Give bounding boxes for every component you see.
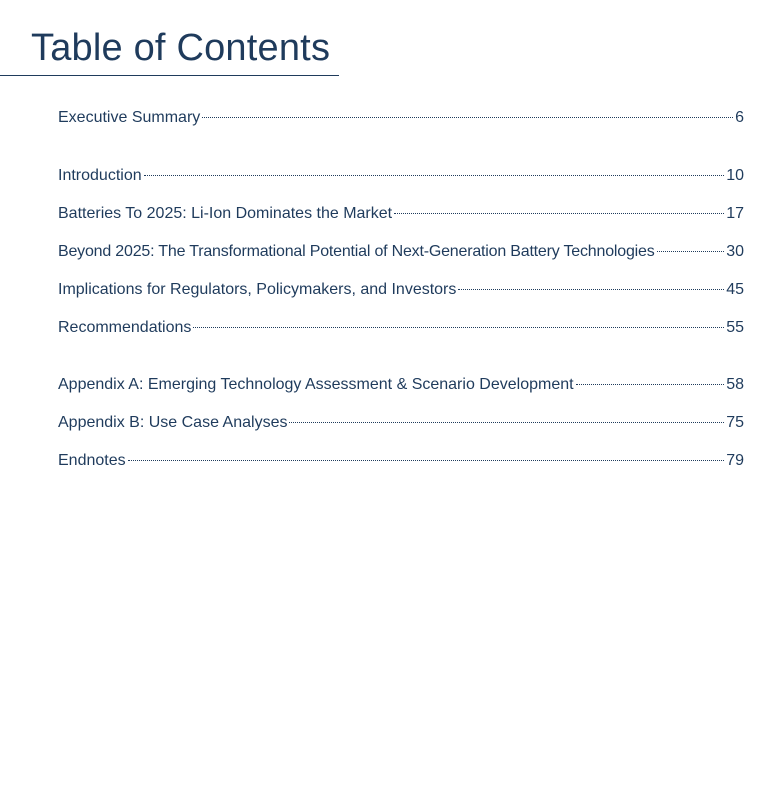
dot-leader	[144, 175, 725, 176]
toc-entry-endnotes[interactable]	[58, 450, 744, 472]
toc-entry-label: Batteries To 2025: Li-Ion Dominates the Market	[58, 205, 393, 222]
toc-entry-executive-summary[interactable]	[58, 107, 744, 129]
toc-entry-batteries-to-2025[interactable]	[58, 203, 744, 225]
toc-entry-page: 79	[726, 452, 744, 469]
toc-entry-page: 45	[726, 281, 744, 298]
toc-entry-page: 30	[726, 243, 744, 260]
toc-entry-label: Recommendations	[58, 319, 192, 336]
dot-leader	[202, 117, 733, 118]
toc-entry-appendix-b[interactable]	[58, 412, 744, 434]
toc-entry-introduction[interactable]	[58, 165, 744, 187]
page-title: Table of Contents	[31, 27, 331, 69]
toc-entry-page: 17	[726, 205, 744, 222]
toc-entry-label: Introduction	[58, 167, 142, 184]
toc-entry-label: Executive Summary	[58, 109, 201, 126]
toc-entry-label: Implications for Regulators, Policymakers, and Investors	[58, 281, 457, 298]
dot-leader	[657, 251, 725, 252]
toc-entry-implications[interactable]	[58, 279, 744, 301]
toc-entry-page: 75	[726, 414, 744, 431]
toc-entry-beyond-2025[interactable]	[58, 241, 744, 263]
dot-leader	[193, 327, 724, 328]
dot-leader	[128, 460, 725, 461]
dot-leader	[289, 422, 724, 423]
toc-entry-label: Endnotes	[58, 452, 126, 469]
title-divider	[0, 75, 339, 76]
toc-entry-appendix-a[interactable]	[58, 374, 744, 396]
toc-entry-label: Appendix A: Emerging Technology Assessment & Scenario Development	[58, 376, 574, 393]
dot-leader	[458, 289, 724, 290]
toc-entry-page: 55	[726, 319, 744, 336]
toc-entry-label: Beyond 2025: The Transformational Potential of Next-Generation Battery Technologies	[58, 243, 655, 260]
toc-entry-recommendations[interactable]	[58, 317, 744, 339]
dot-leader	[576, 384, 725, 385]
dot-leader	[394, 213, 724, 214]
toc-entry-page: 10	[726, 167, 744, 184]
toc-entry-page: 58	[726, 376, 744, 393]
toc-entry-page: 6	[735, 109, 744, 126]
toc-entry-label: Appendix B: Use Case Analyses	[58, 414, 288, 431]
